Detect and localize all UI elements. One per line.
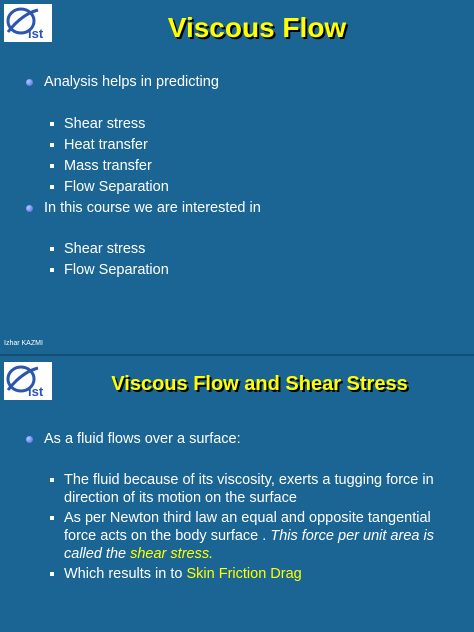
round-bullet-icon xyxy=(26,436,33,443)
round-bullet-icon xyxy=(26,205,33,212)
footer-author: Izhar KAZMI xyxy=(4,340,43,347)
square-bullet-icon xyxy=(50,516,54,520)
square-bullet-icon xyxy=(50,268,54,272)
slide-title: Viscous Flow xyxy=(167,12,347,43)
svg-text:ist: ist xyxy=(28,384,44,399)
square-bullet-icon xyxy=(50,185,54,189)
sub-item-skin-friction: Which results in to Skin Friction Drag xyxy=(64,565,444,583)
skin-friction-highlight: Skin Friction Drag xyxy=(186,566,302,582)
square-bullet-icon xyxy=(50,164,54,168)
sub-item-tugging-force: The fluid because of its viscosity, exerts a tugging force in direction of its motion on the surface xyxy=(64,471,444,507)
round-bullet-icon xyxy=(26,79,33,86)
shear-stress-highlight: shear stress. xyxy=(130,546,214,562)
slide-viscous-flow: ist Viscous Flow Analysis helps in predicting Shear stress Heat transfer Mass transfer Flow Separation In this course we are interested in Shear stress Flow Separation Izhar KAZMI xyxy=(0,0,474,355)
slide-title: Viscous Flow and Shear Stress xyxy=(111,373,408,395)
square-bullet-icon xyxy=(50,478,54,482)
square-bullet-icon xyxy=(50,247,54,251)
sub-item-newton-third-law: As per Newton third law an equal and opposite tangential force acts on the body surface . This force per unit area is called the shear stress. xyxy=(64,509,444,563)
square-bullet-icon xyxy=(50,572,54,576)
slide-viscous-flow-shear-stress: ist Viscous Flow and Shear Stress As a fluid flows over a surface: The fluid because of its viscosity, exerts a tugging force in direction of its motion on the surface As per Newton third law an equal and opposite tangential force acts on the body surface . This force per unit area is called the shear stress. Which results in to Skin Friction Drag xyxy=(0,356,474,632)
svg-text:ist: ist xyxy=(28,26,44,41)
square-bullet-icon xyxy=(50,122,54,126)
square-bullet-icon xyxy=(50,143,54,147)
